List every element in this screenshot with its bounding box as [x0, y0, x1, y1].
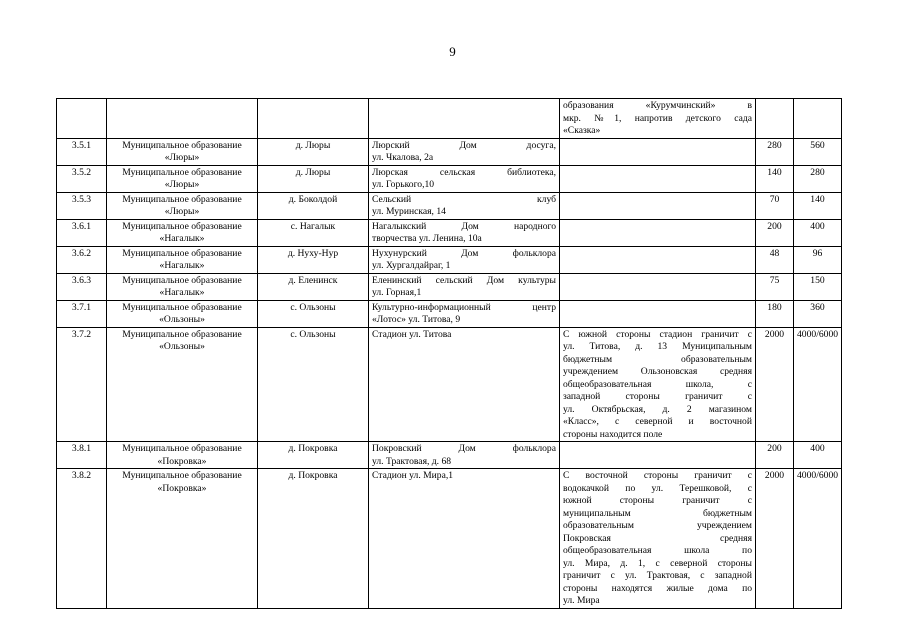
table-row [57, 273, 842, 300]
org-line: Муниципальное образование [122, 247, 242, 259]
boundary-line: водокачкой по ул. Терешковой, с [563, 482, 752, 494]
boundary-line: С восточной стороны граничит с [563, 470, 752, 481]
boundary-line: Покровская средняя [563, 532, 752, 544]
cell-loc: д. Люры [258, 138, 369, 165]
cell-v2: 140 [794, 192, 842, 219]
cell-org [107, 138, 258, 165]
cell-obj [369, 246, 560, 273]
cell-loc: с. Ользоны [258, 327, 369, 442]
cell-num: 3.8.2 [57, 469, 107, 609]
object-line: Еленинский сельский Дом культуры [372, 274, 556, 286]
cell-org [107, 327, 258, 442]
cell-num: 3.6.3 [57, 273, 107, 300]
table-row [57, 165, 842, 192]
org-line: Муниципальное образование [122, 470, 242, 481]
table-row [57, 138, 842, 165]
cell-v2: 150 [794, 273, 842, 300]
cell-obj [369, 165, 560, 192]
object-line: творчества ул. Ленина, 10а [372, 233, 482, 244]
boundary-line: бюджетным образовательным [563, 353, 752, 365]
boundary-line: западной стороны граничит с [563, 391, 752, 402]
cell-v1: 200 [756, 442, 794, 469]
object-line: ул. Муринская, 14 [372, 206, 446, 217]
cell-loc: д. Покровка [258, 442, 369, 469]
org-line: «Люры» [164, 179, 200, 190]
cell-v1: 70 [756, 192, 794, 219]
org-line: Муниципальное образование [122, 301, 242, 313]
cell-v1: 75 [756, 273, 794, 300]
org-line: Муниципальное образование [122, 328, 242, 340]
cell-v2: 360 [794, 300, 842, 327]
boundary-line: учреждением Ользоновская средняя [563, 366, 752, 377]
boundary-line: «Сказка» [563, 125, 601, 136]
cell-num: 3.6.1 [57, 219, 107, 246]
cell-boundary [560, 165, 756, 192]
cell-v2: 280 [794, 165, 842, 192]
cell-obj [369, 300, 560, 327]
boundary-line: «Класс», с северной и восточной [563, 416, 752, 427]
cell-org [107, 99, 258, 139]
cell-loc: д. Нуху-Нур [258, 246, 369, 273]
boundary-line: общеобразовательная школа, с [563, 378, 752, 390]
cell-boundary [560, 192, 756, 219]
org-line: «Ользоны» [159, 341, 205, 352]
org-line: Муниципальное образование [122, 139, 242, 151]
cell-loc: д. Покровка [258, 469, 369, 609]
cell-obj [369, 219, 560, 246]
org-line: «Нагалык» [159, 260, 205, 271]
table-row [57, 192, 842, 219]
boundary-line: ул. Мира [563, 595, 600, 606]
cell-boundary [560, 99, 756, 139]
cell-v2: 400 [794, 219, 842, 246]
cell-org [107, 192, 258, 219]
object-line: Нухунурский Дом фольклора [372, 247, 556, 259]
cell-num: 3.6.2 [57, 246, 107, 273]
cell-boundary [560, 273, 756, 300]
cell-v2: 4000/6000 [794, 469, 842, 609]
cell-loc: с. Нагалык [258, 219, 369, 246]
cell-v2: 400 [794, 442, 842, 469]
object-line: ул. Горького,10 [372, 179, 435, 190]
boundary-line: ул. Мира, д. 1, с северной стороны [563, 557, 752, 569]
object-line: Стадион ул. Титова [372, 328, 452, 340]
org-line: Муниципальное образование [122, 220, 242, 232]
boundary-line: ул. Октябрьская, д. 2 магазином [563, 403, 752, 415]
cell-num: 3.8.1 [57, 442, 107, 469]
cell-loc: д. Боколдой [258, 192, 369, 219]
cell-loc: с. Ользоны [258, 300, 369, 327]
page-number: 9 [449, 44, 456, 59]
boundary-line: южной стороны граничит с [563, 495, 752, 506]
cell-v2 [794, 99, 842, 139]
cell-boundary [560, 327, 756, 442]
cell-org [107, 219, 258, 246]
cell-org [107, 273, 258, 300]
cell-v1: 140 [756, 165, 794, 192]
cell-boundary [560, 138, 756, 165]
cell-boundary [560, 246, 756, 273]
cell-org [107, 246, 258, 273]
table-row-continuation [57, 99, 842, 139]
cell-boundary [560, 469, 756, 609]
object-line: Сельский клуб [372, 193, 556, 205]
org-line: «Люры» [164, 152, 200, 163]
cell-num: 3.7.2 [57, 327, 107, 442]
object-line: ул. Хургалдайраг, 1 [372, 260, 451, 271]
org-line: «Люры» [164, 206, 200, 217]
cell-v1: 200 [756, 219, 794, 246]
table-row [57, 300, 842, 327]
cell-org [107, 165, 258, 192]
cell-num: 3.5.3 [57, 192, 107, 219]
object-line: Люрский Дом досуга, [372, 139, 556, 151]
boundary-line: общеобразовательная школа по [563, 545, 752, 556]
cell-obj [369, 192, 560, 219]
cell-v1: 280 [756, 138, 794, 165]
cell-obj [369, 273, 560, 300]
object-line: Стадион ул. Мира,1 [372, 470, 454, 481]
boundary-line: стороны находятся жилые дома по [563, 582, 752, 594]
cell-v1: 180 [756, 300, 794, 327]
cell-num [57, 99, 107, 139]
table-row [57, 246, 842, 273]
org-line: Муниципальное образование [122, 274, 242, 286]
object-line: Нагалыкский Дом народного [372, 220, 556, 232]
org-line: Муниципальное образование [122, 193, 242, 205]
object-line: Люрская сельская библиотека, [372, 166, 556, 178]
object-line: Культурно-информационный центр [372, 301, 556, 313]
boundary-line: образования «Курумчинский» в [563, 100, 752, 111]
sites-table [56, 98, 842, 609]
cell-org [107, 442, 258, 469]
table-row [57, 327, 842, 442]
cell-obj [369, 327, 560, 442]
cell-obj [369, 138, 560, 165]
boundary-line: граничит с ул. Трактовая, с западной [563, 570, 752, 581]
cell-num: 3.7.1 [57, 300, 107, 327]
cell-num: 3.5.2 [57, 165, 107, 192]
cell-boundary [560, 300, 756, 327]
object-line: ул. Чкалова, 2а [372, 152, 434, 163]
boundary-line: образовательным учреждением [563, 520, 752, 531]
org-line: Муниципальное образование [122, 166, 242, 178]
cell-v1: 48 [756, 246, 794, 273]
cell-v2: 96 [794, 246, 842, 273]
cell-v1 [756, 99, 794, 139]
cell-obj [369, 99, 560, 139]
cell-boundary [560, 219, 756, 246]
cell-v2: 4000/6000 [794, 327, 842, 442]
org-line: «Нагалык» [159, 287, 205, 298]
org-line: «Ользоны» [159, 314, 205, 325]
cell-obj [369, 469, 560, 609]
cell-loc [258, 99, 369, 139]
table-row [57, 219, 842, 246]
boundary-line: мкр. №1, напротив детского сада [563, 112, 752, 124]
org-line: «Покровка» [157, 455, 207, 467]
boundary-line: стороны находится поле [563, 428, 663, 440]
boundary-line: муниципальным бюджетным [563, 507, 752, 519]
cell-org [107, 300, 258, 327]
cell-obj [369, 442, 560, 469]
cell-org [107, 469, 258, 609]
cell-num: 3.5.1 [57, 138, 107, 165]
boundary-line: ул. Титова, д. 13 Муниципальным [563, 341, 752, 352]
object-line: Покровский Дом фольклора [372, 443, 556, 454]
boundary-line: С южной стороны стадион граничит с [563, 328, 752, 340]
cell-loc: д. Еленинск [258, 273, 369, 300]
table-body [57, 99, 842, 609]
object-line: «Лотос» ул. Титова, 9 [372, 314, 461, 325]
table-row [57, 469, 842, 609]
org-line: «Нагалык» [159, 233, 205, 244]
table-row [57, 442, 842, 469]
object-line: ул. Горная,1 [372, 287, 422, 298]
cell-v2: 560 [794, 138, 842, 165]
org-line: Муниципальное образование [122, 443, 242, 454]
org-line: «Покровка» [157, 482, 207, 494]
cell-boundary [560, 442, 756, 469]
object-line: ул. Трактовая, д. 68 [372, 455, 452, 467]
cell-v1: 2000 [756, 469, 794, 609]
cell-loc: д. Люры [258, 165, 369, 192]
cell-v1: 2000 [756, 327, 794, 442]
